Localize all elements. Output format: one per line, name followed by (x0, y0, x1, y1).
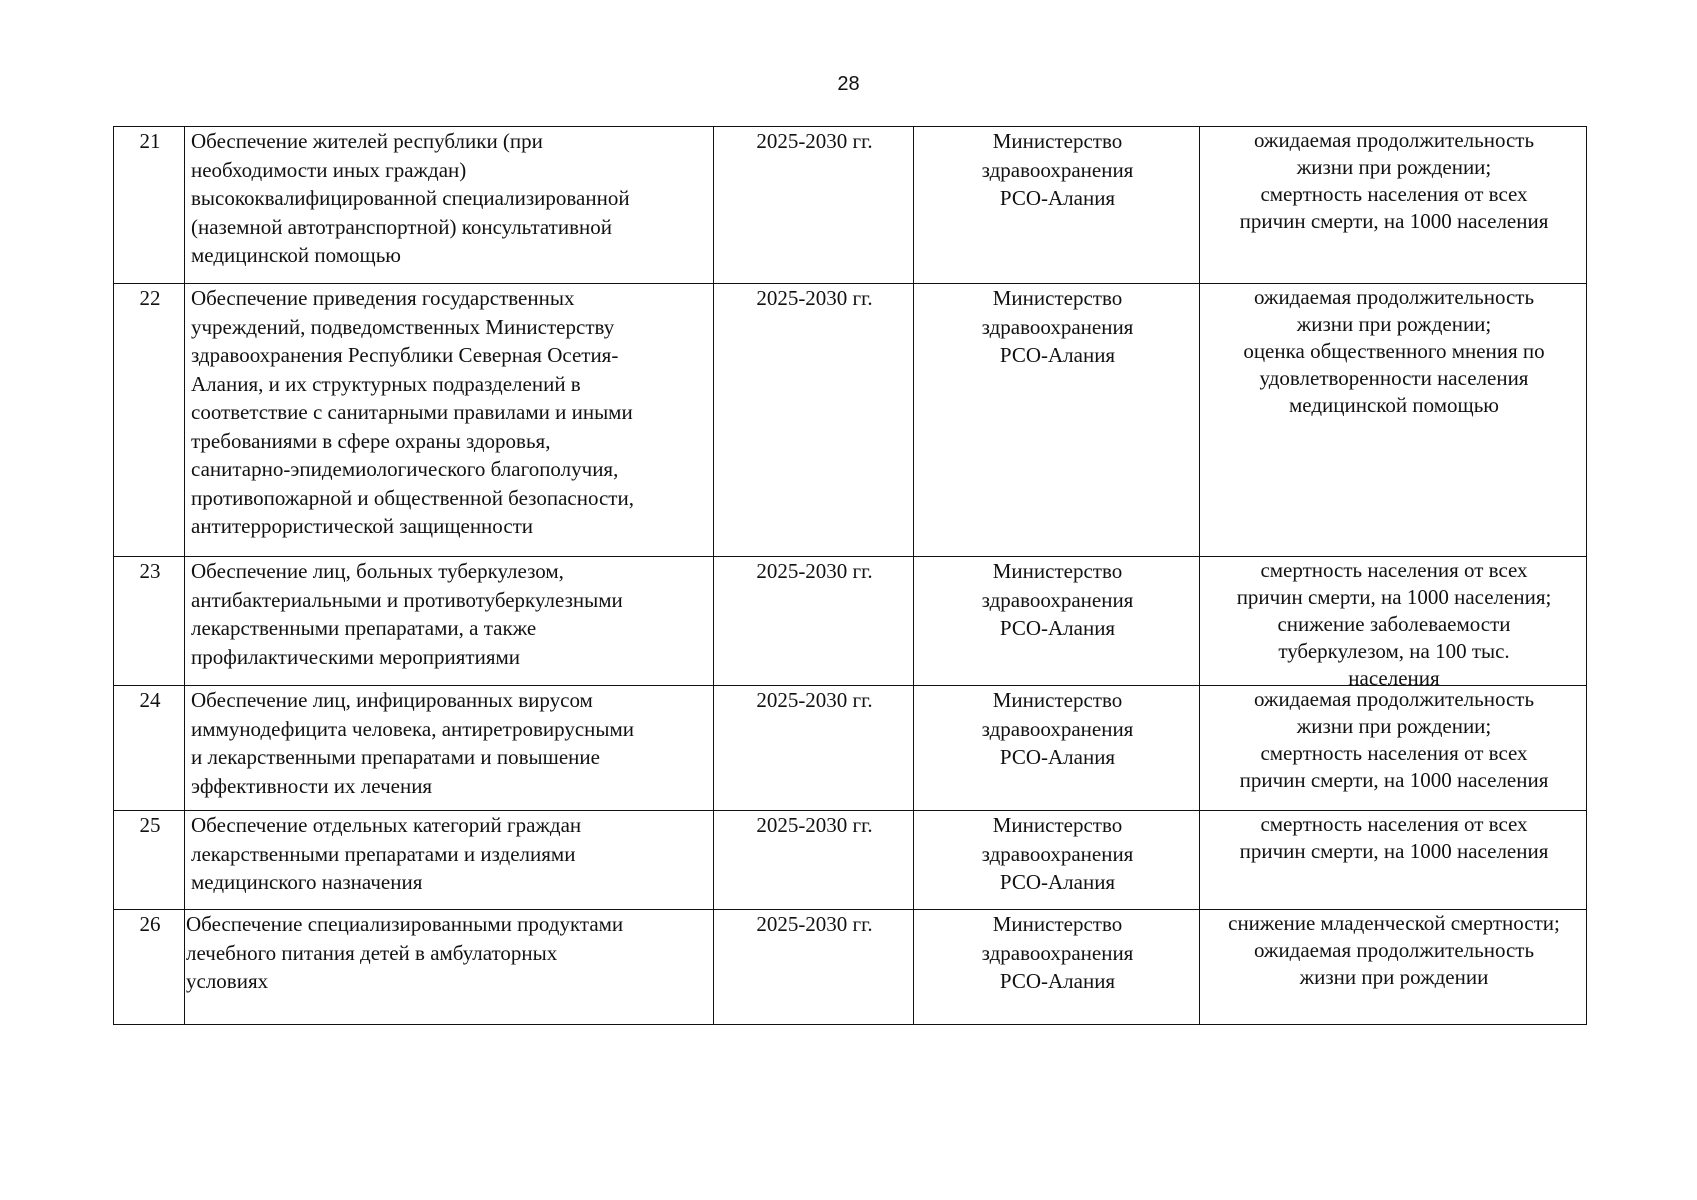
measures-table (113, 126, 1587, 1025)
implementation-period: 2025-2030 гг. (714, 557, 914, 686)
table-row (114, 127, 1587, 284)
indicators: ожидаемая продолжительность жизни при рождении; оценка общественного мнения по удовлетворенности населения медицинской помощью (1200, 284, 1587, 557)
measure-name: Обеспечение приведения государственных учреждений, подведомственных Министерству здравоохранения Республики Северная Осетия- Алания, и их структурных подразделений в соответствие с санитарными правилами и иными требованиями в сфере охраны здоровья, санитарно-эпидемиологического благополучия, противопожарной и общественной безопасности, антитеррористической защищенности (185, 284, 714, 557)
executor: Министерство здравоохранения РСО-Алания (914, 284, 1200, 557)
table-row (114, 284, 1587, 557)
executor: Министерство здравоохранения РСО-Алания (914, 811, 1200, 910)
indicators: смертность населения от всех причин смерти, на 1000 населения; снижение заболеваемости туберкулезом, на 100 тыс. населения (1200, 557, 1587, 686)
implementation-period: 2025-2030 гг. (714, 127, 914, 284)
row-number: 24 (114, 686, 185, 811)
row-number: 23 (114, 557, 185, 686)
row-number: 25 (114, 811, 185, 910)
measure-name: Обеспечение специализированными продуктами лечебного питания детей в амбулаторных условиях (185, 910, 714, 1025)
indicators: снижение младенческой смертности; ожидаемая продолжительность жизни при рождении (1200, 910, 1587, 1025)
implementation-period: 2025-2030 гг. (714, 284, 914, 557)
executor: Министерство здравоохранения РСО-Алания (914, 910, 1200, 1025)
executor: Министерство здравоохранения РСО-Алания (914, 127, 1200, 284)
executor: Министерство здравоохранения РСО-Алания (914, 557, 1200, 686)
row-number: 21 (114, 127, 185, 284)
row-number: 22 (114, 284, 185, 557)
measure-name: Обеспечение лиц, больных туберкулезом, антибактериальными и противотуберкулезными лекарственными препаратами, а также профилактическими мероприятиями (185, 557, 714, 686)
indicators: ожидаемая продолжительность жизни при рождении; смертность населения от всех причин смерти, на 1000 населения (1200, 127, 1587, 284)
table-row (114, 557, 1587, 686)
implementation-period: 2025-2030 гг. (714, 811, 914, 910)
implementation-period: 2025-2030 гг. (714, 686, 914, 811)
page-number: 28 (837, 73, 860, 95)
implementation-period: 2025-2030 гг. (714, 910, 914, 1025)
executor: Министерство здравоохранения РСО-Алания (914, 686, 1200, 811)
table-row (114, 811, 1587, 910)
indicators: ожидаемая продолжительность жизни при рождении; смертность населения от всех причин смерти, на 1000 населения (1200, 686, 1587, 811)
row-number: 26 (114, 910, 185, 1025)
measure-name: Обеспечение жителей республики (при необходимости иных граждан) высококвалифицированной специализированной (наземной автотранспортной) консультативной медицинской помощью (185, 127, 714, 284)
table-row (114, 686, 1587, 811)
table-row (114, 910, 1587, 1025)
measure-name: Обеспечение отдельных категорий граждан лекарственными препаратами и изделиями медицинского назначения (185, 811, 714, 910)
measure-name: Обеспечение лиц, инфицированных вирусом иммунодефицита человека, антиретровирусными и лекарственными препаратами и повышение эффективности их лечения (185, 686, 714, 811)
indicators: смертность населения от всех причин смерти, на 1000 населения (1200, 811, 1587, 910)
